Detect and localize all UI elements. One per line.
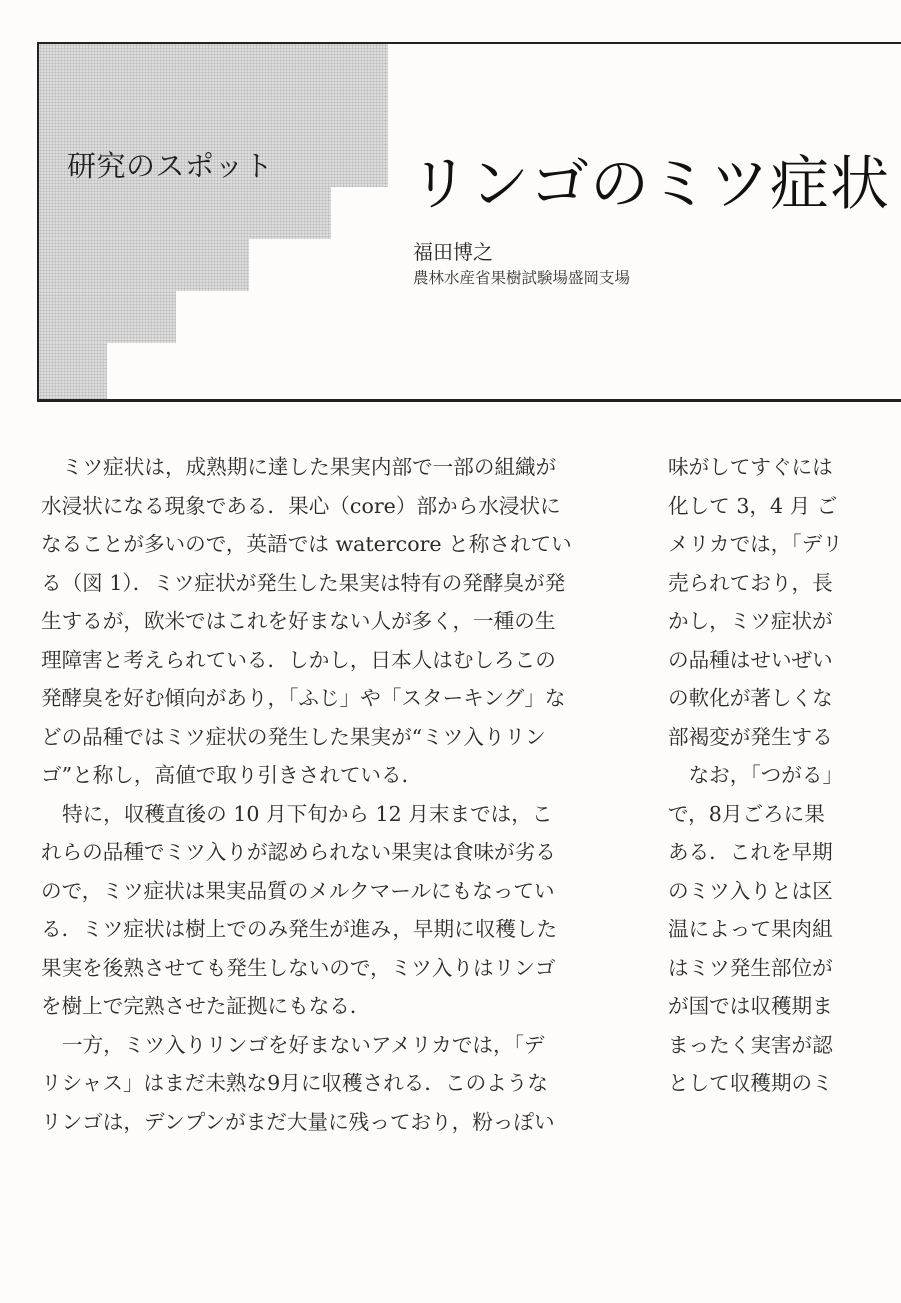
section-label: 研究のスポット bbox=[67, 149, 274, 183]
text-line: ゴ”と称し，高値で取り引きされている． bbox=[41, 763, 423, 787]
text-line: る．ミツ症状は樹上でのみ発生が進み，早期に収穫した bbox=[41, 917, 558, 941]
right-column-clipped bbox=[668, 448, 901, 1103]
text-line: として収穫期のミ bbox=[668, 1071, 833, 1095]
header-pattern-step-5 bbox=[39, 343, 107, 399]
paragraph-3 bbox=[41, 1026, 661, 1142]
text-line: れらの品種でミツ入りが認められない果実は食味が劣る bbox=[41, 840, 556, 864]
text-line: のミツ入りとは区 bbox=[668, 878, 833, 903]
text-line: どの品種ではミツ症状の発生した果実が“ミツ入りリン bbox=[41, 724, 546, 749]
author-affiliation: 農林水産省果樹試験場盛岡支場 bbox=[413, 269, 631, 287]
text-line: の品種はせいぜい bbox=[668, 647, 833, 672]
text-line: 温によって果肉組 bbox=[668, 917, 833, 941]
text-line: 化して 3，4 月 ご bbox=[668, 493, 838, 518]
header-pattern-step-2 bbox=[39, 187, 331, 239]
text-line: が国では収穫期ま bbox=[668, 994, 833, 1018]
header-pattern-step-3 bbox=[39, 239, 249, 291]
text-line: リシャス」はまだ未熟な9月に収穫される．このような bbox=[41, 1071, 548, 1095]
header-pattern-step-4 bbox=[39, 291, 176, 343]
text-line: ミツ症状は，成熟期に達した果実内部で一部の組織が bbox=[62, 455, 557, 479]
text-line: 味がしてすぐには bbox=[668, 455, 833, 479]
text-line: を樹上で完熟させた証拠にもなる． bbox=[41, 994, 371, 1018]
text-line: の軟化が著しくな bbox=[668, 686, 833, 710]
text-line: 水浸状になる現象である．果心（core）部から水浸状に bbox=[41, 493, 561, 518]
author-name: 福田博之 bbox=[413, 240, 493, 264]
paragraph-1 bbox=[41, 448, 661, 795]
text-line: 発酵臭を好む傾向があり，「ふじ」や「スターキング」な bbox=[41, 686, 566, 710]
text-line: 生するが，欧米ではこれを好まない人が多く，一種の生 bbox=[41, 609, 556, 633]
text-line: 部褐変が発生する bbox=[668, 724, 833, 749]
text-line: ので，ミツ症状は果実品質のメルクマールにもなってい bbox=[41, 878, 555, 903]
text-line: ある．これを早期 bbox=[668, 840, 833, 864]
text-line: 一方，ミツ入りリンゴを好まないアメリカでは，「デ bbox=[62, 1032, 545, 1057]
text-line: 果実を後熟させても発生しないので，ミツ入りはリンゴ bbox=[41, 955, 556, 980]
left-column bbox=[41, 448, 661, 1141]
text-line: リンゴは，デンプンがまだ大量に残っており，粉っぽい bbox=[41, 1109, 555, 1134]
article-title: リンゴのミツ症状 bbox=[410, 149, 891, 218]
text-line: なることが多いので，英語では watercore と称されてい bbox=[41, 532, 572, 556]
text-line: かし，ミツ症状が bbox=[668, 609, 833, 633]
text-line: なお，「つがる」 bbox=[668, 763, 844, 787]
text-line: メリカでは，「デリ bbox=[668, 532, 843, 556]
text-line: で，8月ごろに果 bbox=[668, 801, 825, 826]
text-line: はミツ発生部位が bbox=[668, 955, 833, 980]
text-line: 特に，収穫直後の 10 月下旬から 12 月末までは，こ bbox=[62, 801, 553, 826]
text-line: まったく実害が認 bbox=[668, 1032, 833, 1057]
paragraph-2 bbox=[41, 795, 661, 1026]
text-line: る（図 1）．ミツ症状が発生した果実は特有の発酵臭が発 bbox=[41, 570, 566, 595]
text-line: 理障害と考えられている．しかし，日本人はむしろこの bbox=[41, 647, 556, 672]
text-line: 売られており，長 bbox=[668, 570, 833, 595]
